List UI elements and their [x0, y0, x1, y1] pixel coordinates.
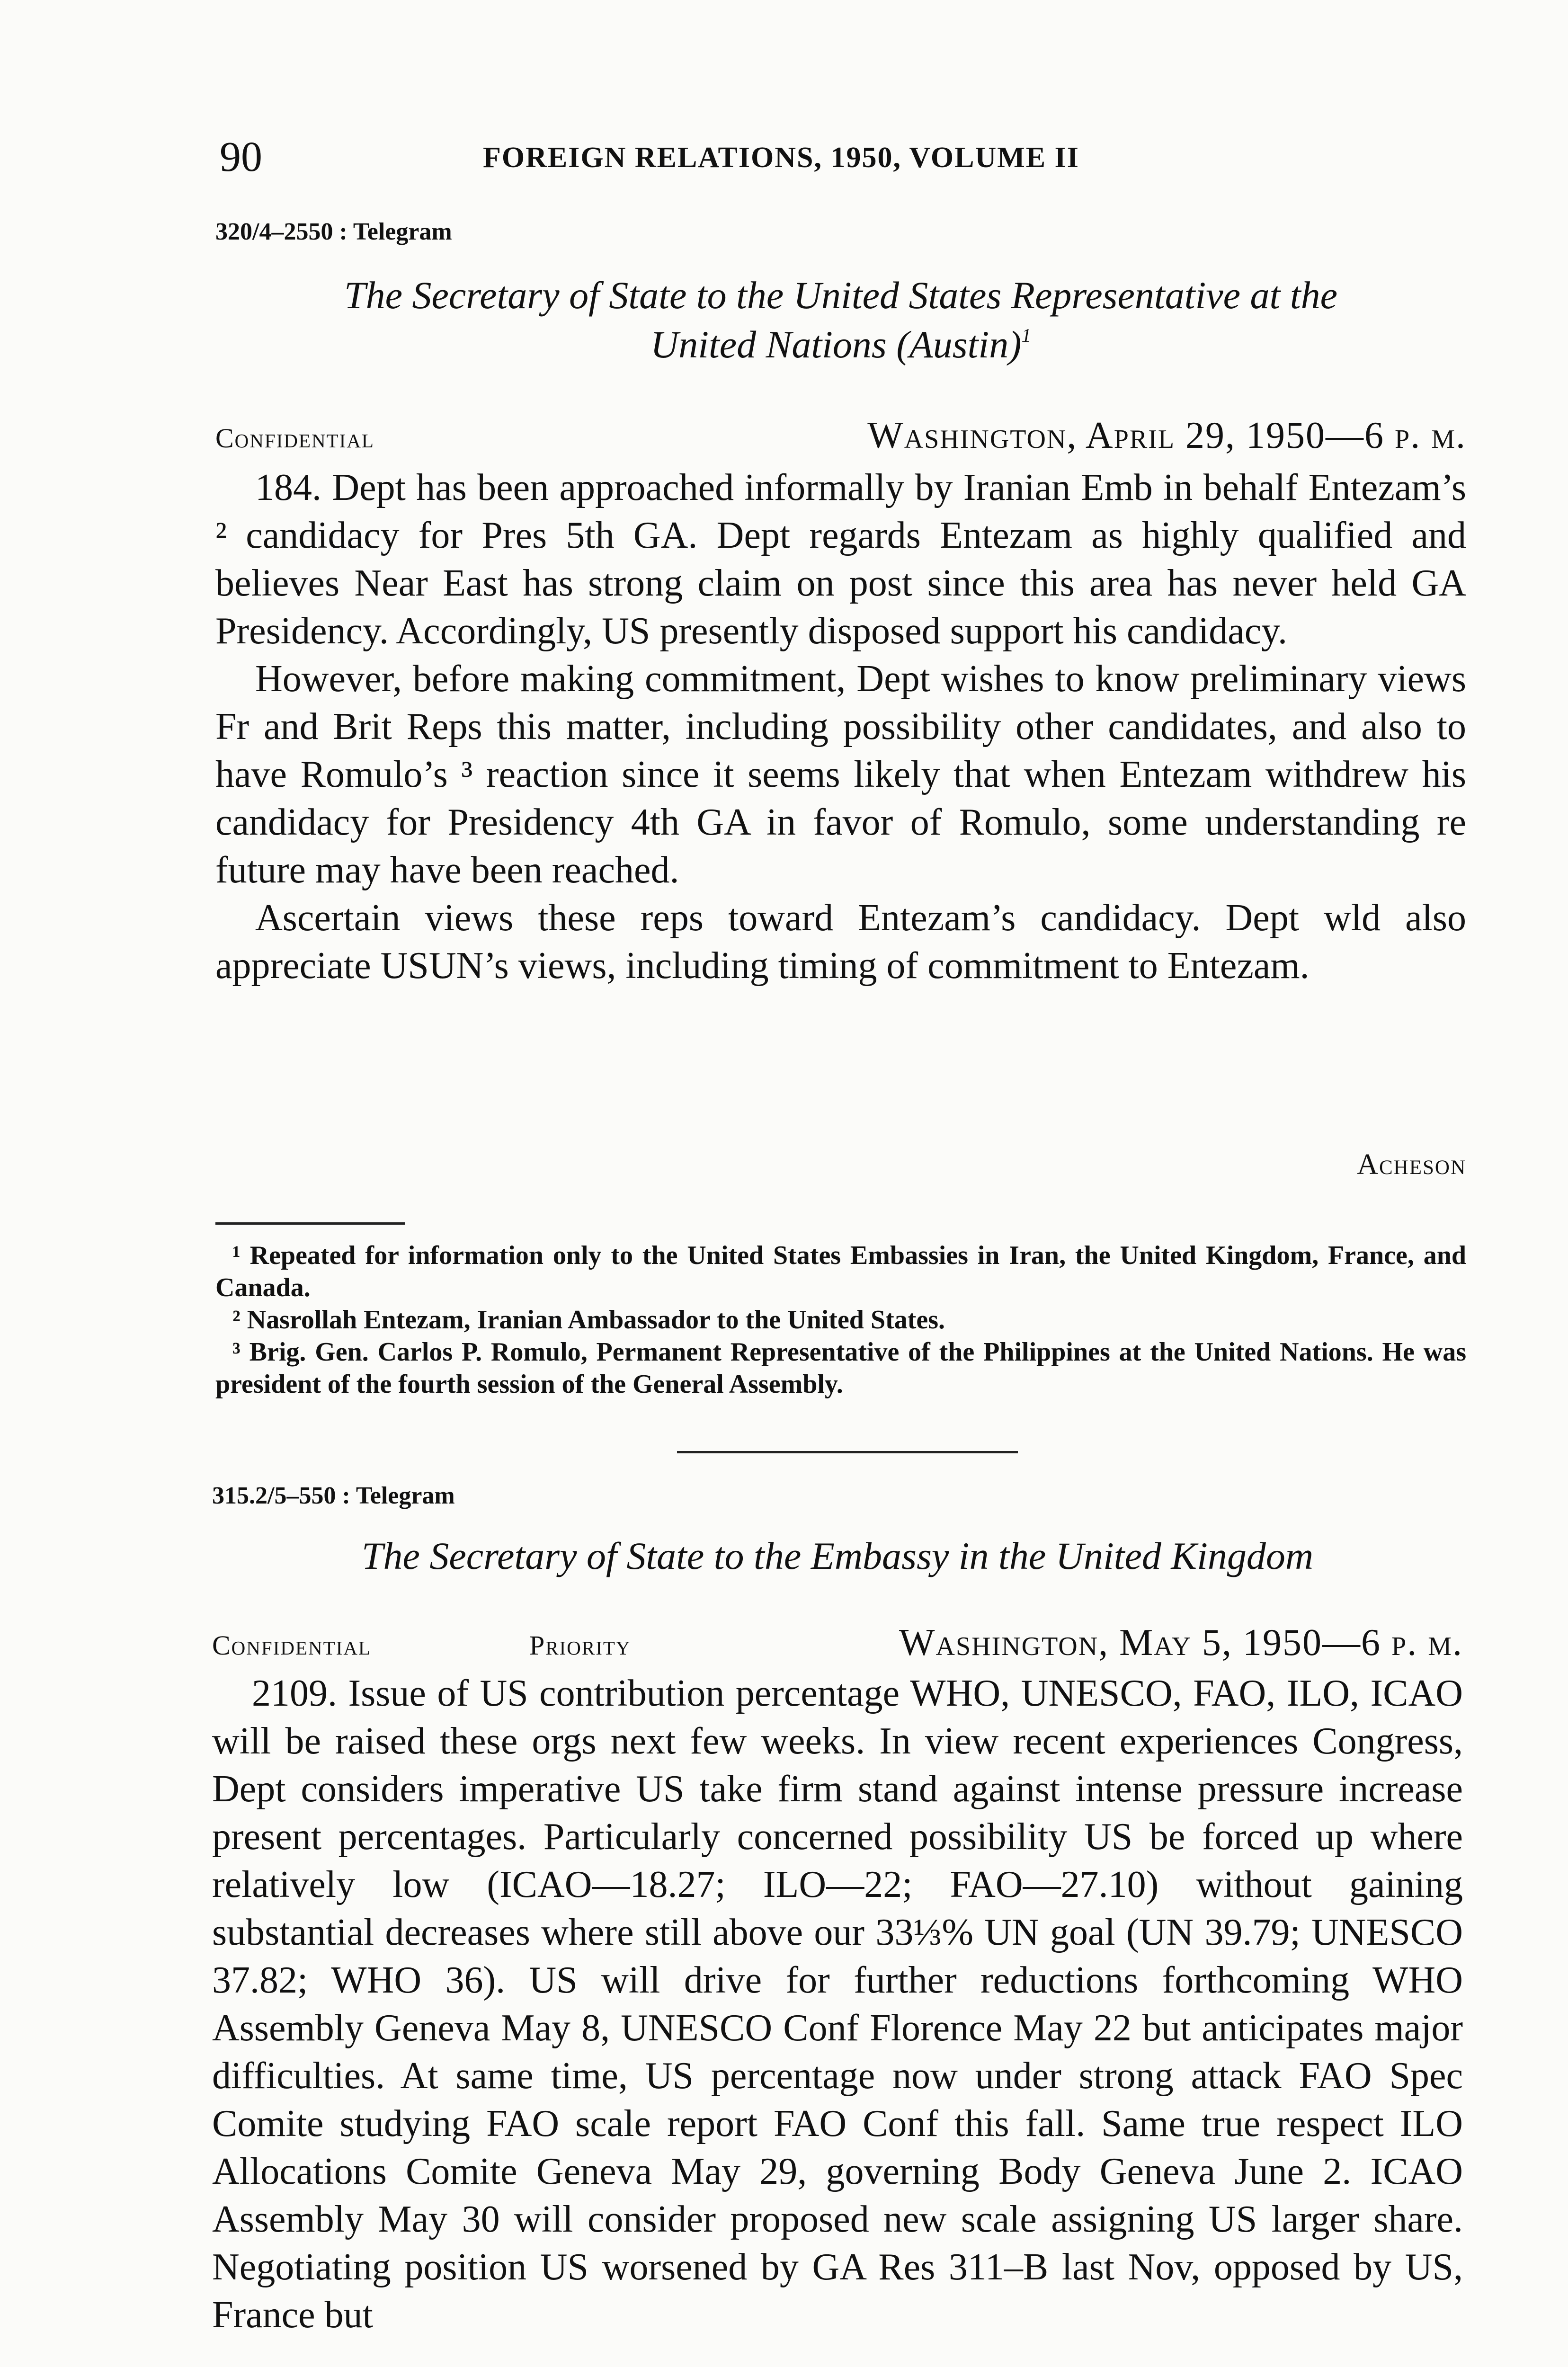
document-title-1-line-2 — [215, 320, 1466, 369]
paragraph-1-3: Ascertain views these reps toward Entezam’s candidacy. Dept wld also appreciate USUN’s views, including timing of commitment to Entezam. — [215, 897, 1466, 987]
classification-2: Confidential — [212, 1630, 371, 1661]
document-title-2: The Secretary of State to the Embassy in the United Kingdom — [361, 1534, 1314, 1577]
document-title-1 — [215, 271, 1466, 369]
header-line-1 — [215, 412, 1466, 464]
footnote-2: ² Nasrollah Entezam, Iranian Ambassador to the United States. — [232, 1305, 945, 1335]
document-title-1-line-1: The Secretary of State to the United States Representative at the — [344, 274, 1338, 317]
paragraph-2-1: 2109. Issue of US contribution percentage WHO, UNESCO, FAO, ILO, ICAO will be raised these orgs next few weeks. In view recent experiences Congress, Dept considers imperative US take firm stand against intense pressure increase present percentages. Particularly concerned possibility US be forced up where relatively low (ICAO—18.27; ILO—22; FAO—27.10) without gaining substantial decreases where still above our 33⅓% UN goal (UN 39.79; UNESCO 37.82; WHO 36). US will drive for further reductions forthcoming WHO Assembly Geneva May 8, UNESCO Conf Florence May 22 but anticipates major difficulties. At same time, US percentage now under strong attack FAO Spec Comite studying FAO scale report FAO Conf this fall. Same true respect ILO Allocations Comite Geneva May 29, governing Body Geneva June 2. ICAO Assembly May 30 will consider proposed new scale assigning US larger share. Negotiating position US worsened by GA Res 311–B last Nov, opposed by US, France but — [212, 1673, 1463, 2336]
section-separator — [677, 1451, 1018, 1453]
running-head — [213, 133, 1468, 185]
priority-2: Priority — [529, 1630, 631, 1661]
telegram-body-1 — [215, 464, 1466, 990]
running-title: FOREIGN RELATIONS, 1950, VOLUME II — [483, 142, 1079, 174]
page-number: 90 — [220, 133, 262, 180]
footnote-1: ¹ Repeated for information only to the United States Embassies in Iran, the United Kingdom, France, and Canada. — [215, 1241, 1466, 1302]
telegram-body-2 — [212, 1670, 1463, 2339]
signature: Acheson — [1357, 1148, 1466, 1181]
title-footnote-ref: 1 — [1021, 324, 1032, 347]
place-date-1: Washington, April 29, 1950—6 p. m. — [867, 415, 1466, 456]
place-date-2: Washington, May 5, 1950—6 p. m. — [899, 1622, 1463, 1664]
header-line-2 — [212, 1619, 1463, 1671]
file-number-1: 320/4–2550 : Telegram — [215, 218, 452, 245]
file-number-2: 315.2/5–550 : Telegram — [212, 1482, 455, 1509]
paragraph-1-2: However, before making commitment, Dept wishes to know preliminary views Fr and Brit Reps this matter, including possibility other candidates, and also to have Romulo’s ³ reaction since it seems likely that when Entezam withdrew his candidacy for Presidency 4th GA in favor of Romulo, some understanding re future may have been reached. — [215, 658, 1466, 891]
footnotes — [215, 1239, 1466, 1400]
document-title-1-line-2-text: United Nations (Austin) — [650, 323, 1022, 366]
footnote-3: ³ Brig. Gen. Carlos P. Romulo, Permanent Representative of the Philippines at the United Nations. He was president of the fourth session of the General Assembly. — [215, 1337, 1466, 1399]
classification-1: Confidential — [215, 423, 374, 454]
paragraph-1-1: 184. Dept has been approached informally by Iranian Emb in behalf Entezam’s ² candidacy for Pres 5th GA. Dept regards Entezam as highly qualified and believes Near East has strong claim on post since this area has never held GA Presidency. Accordingly, US presently disposed support his candidacy. — [215, 467, 1466, 652]
footnote-rule — [215, 1222, 405, 1225]
